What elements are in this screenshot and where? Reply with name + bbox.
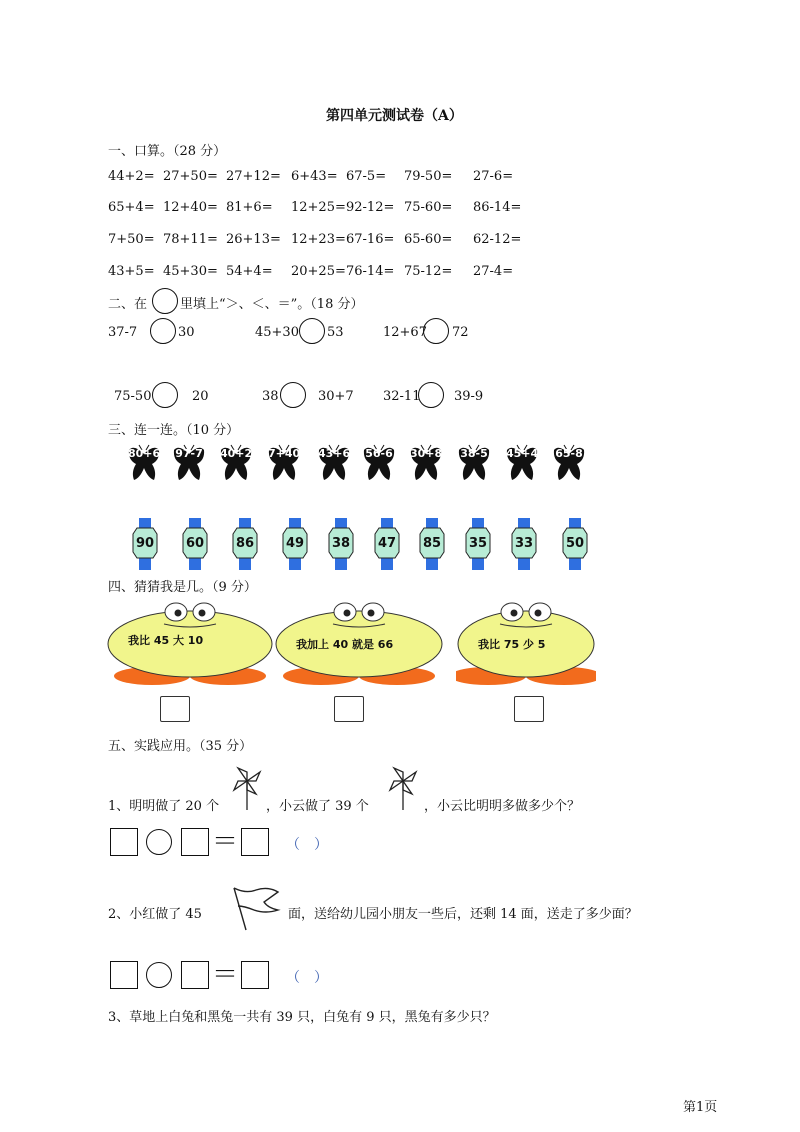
watch-card [282,518,308,570]
compare-left: 12+67 [383,325,427,340]
compare-right: 20 [192,389,209,404]
number-box [181,828,209,856]
mental-math-item: 54+4= [226,264,273,279]
butterfly-card [220,444,260,484]
answer-box [514,696,544,722]
operator-circle [146,829,172,855]
butterfly-card [318,444,350,484]
mental-math-item: 27-4= [473,264,514,279]
watch-number: 47 [377,536,397,551]
section2-heading-a: 二、在 [108,297,148,312]
pinwheel-icon [230,764,264,812]
section2-heading-b: 里填上“＞、＜、＝”。（18 分） [180,297,364,312]
question1-text-c: ，小云比明明多做多少个？ [424,799,581,814]
butterfly-card [363,444,395,484]
section1-heading: 一、口算。（28 分） [108,144,227,159]
mental-math-item: 6+43= [291,169,338,184]
equals-sign: ＝ [212,827,239,857]
watch-number: 50 [565,536,585,551]
mental-math-item: 65-60= [404,232,453,247]
compare-circle-icon [150,318,176,344]
mental-math-item: 12+40= [163,200,218,215]
mental-math-item: 27-6= [473,169,514,184]
butterfly-card [173,444,205,484]
mental-math-item: 7+50= [108,232,155,247]
mental-math-item: 43+5= [108,264,155,279]
watch-number: 33 [514,536,534,551]
mental-math-item: 12+23= [291,232,346,247]
mental-math-item: 78+11= [163,232,218,247]
butterfly-expression: 43+6 [318,447,351,460]
frog-speech: 我比 45 大 10 [128,634,204,647]
watch-card [132,518,158,570]
mental-math-item: 44+2= [108,169,155,184]
section5-heading: 五、实践应用。（35 分） [108,739,253,754]
section3-heading: 三、连一连。（10 分） [108,423,240,438]
watch-card [374,518,400,570]
mental-math-item: 92-12= [346,200,395,215]
butterfly-card [410,444,442,484]
mental-math-item: 67-16= [346,232,395,247]
butterfly-expression: 40+20 [220,447,260,460]
question3-text: 3、草地上白兔和黑兔一共有 39 只，白兔有 9 只，黑兔有多少只？ [108,1010,496,1025]
page-title: 第四单元测试卷（A） [326,108,463,124]
compare-circle-icon [423,318,449,344]
watch-card [419,518,445,570]
mental-math-item: 86-14= [473,200,522,215]
result-box [241,961,269,989]
number-box [110,961,138,989]
number-box [110,828,138,856]
compare-circle-icon [299,318,325,344]
butterfly-card [506,444,546,484]
mental-math-item: 79-50= [404,169,453,184]
mental-math-item: 76-14= [346,264,395,279]
result-box [241,828,269,856]
compare-left: 38 [262,389,279,404]
compare-right: 53 [327,325,344,340]
mental-math-item: 45+30= [163,264,218,279]
answer-box [160,696,190,722]
mental-math-item: 26+13= [226,232,281,247]
watch-number: 49 [285,536,305,551]
compare-left: 37-7 [108,325,138,340]
watch-number: 60 [185,536,205,551]
watch-number: 86 [235,536,255,551]
compare-left: 32-11 [383,389,421,404]
pinwheel-icon [386,764,420,812]
butterfly-expression: 38-5 [460,447,488,460]
mental-math-item: 81+6= [226,200,273,215]
compare-right: 39-9 [454,389,484,404]
operator-circle [146,962,172,988]
unit-parentheses: （ ） [286,837,328,853]
mental-math-item: 27+50= [163,169,218,184]
compare-circle-icon [152,382,178,408]
question2-text-b: 面，送给幼儿园小朋友一些后，还剩 14 面，送走了多少面？ [288,907,638,922]
flag-icon [228,884,282,932]
butterfly-expression: 45+40 [506,447,546,460]
butterfly-card [553,444,585,484]
mental-math-item: 12+25= [291,200,346,215]
compare-right: 30+7 [318,389,354,404]
page-number: 第1页 [683,1100,718,1115]
mental-math-item: 62-12= [473,232,522,247]
butterfly-expression: 97-7 [175,447,203,460]
mental-math-item: 27+12= [226,169,281,184]
watch-card [562,518,588,570]
equals-sign: ＝ [212,960,239,990]
butterfly-expression: 7+40 [268,447,301,460]
compare-left: 75-50 [114,389,152,404]
butterfly-expression: 65-8 [555,447,583,460]
watch-number: 35 [468,536,488,551]
frog-speech: 我比 75 少 5 [478,638,546,651]
unit-parentheses: （ ） [286,970,328,986]
watch-number: 38 [331,536,351,551]
mental-math-item: 75-60= [404,200,453,215]
section4-heading: 四、猜猜我是几。（9 分） [108,580,257,595]
butterfly-expression: 80+6 [128,447,161,460]
compare-left: 45+30 [255,325,299,340]
frog-speech: 我加上 40 就是 66 [296,638,394,651]
compare-circle-icon [280,382,306,408]
question2-text-a: 2、小红做了 45 [108,907,202,922]
butterfly-expression: 30+8 [410,447,443,460]
mental-math-item: 65+4= [108,200,155,215]
mental-math-item: 20+25= [291,264,346,279]
watch-card [328,518,354,570]
watch-card [232,518,258,570]
watch-card [511,518,537,570]
butterfly-card [128,444,160,484]
mental-math-item: 75-12= [404,264,453,279]
watch-number: 85 [422,536,442,551]
butterfly-expression: 56-6 [365,447,393,460]
answer-box [334,696,364,722]
heading-circle-icon [152,288,178,314]
watch-card [465,518,491,570]
compare-right: 30 [178,325,195,340]
watch-number: 90 [135,536,155,551]
question1-text-a: 1、明明做了 20 个 [108,799,220,814]
butterfly-card [268,444,300,484]
watch-card [182,518,208,570]
mental-math-item: 67-5= [346,169,387,184]
butterfly-card [458,444,490,484]
compare-right: 72 [452,325,469,340]
number-box [181,961,209,989]
question1-text-b: ，小云做了 39 个 [266,799,369,814]
compare-circle-icon [418,382,444,408]
